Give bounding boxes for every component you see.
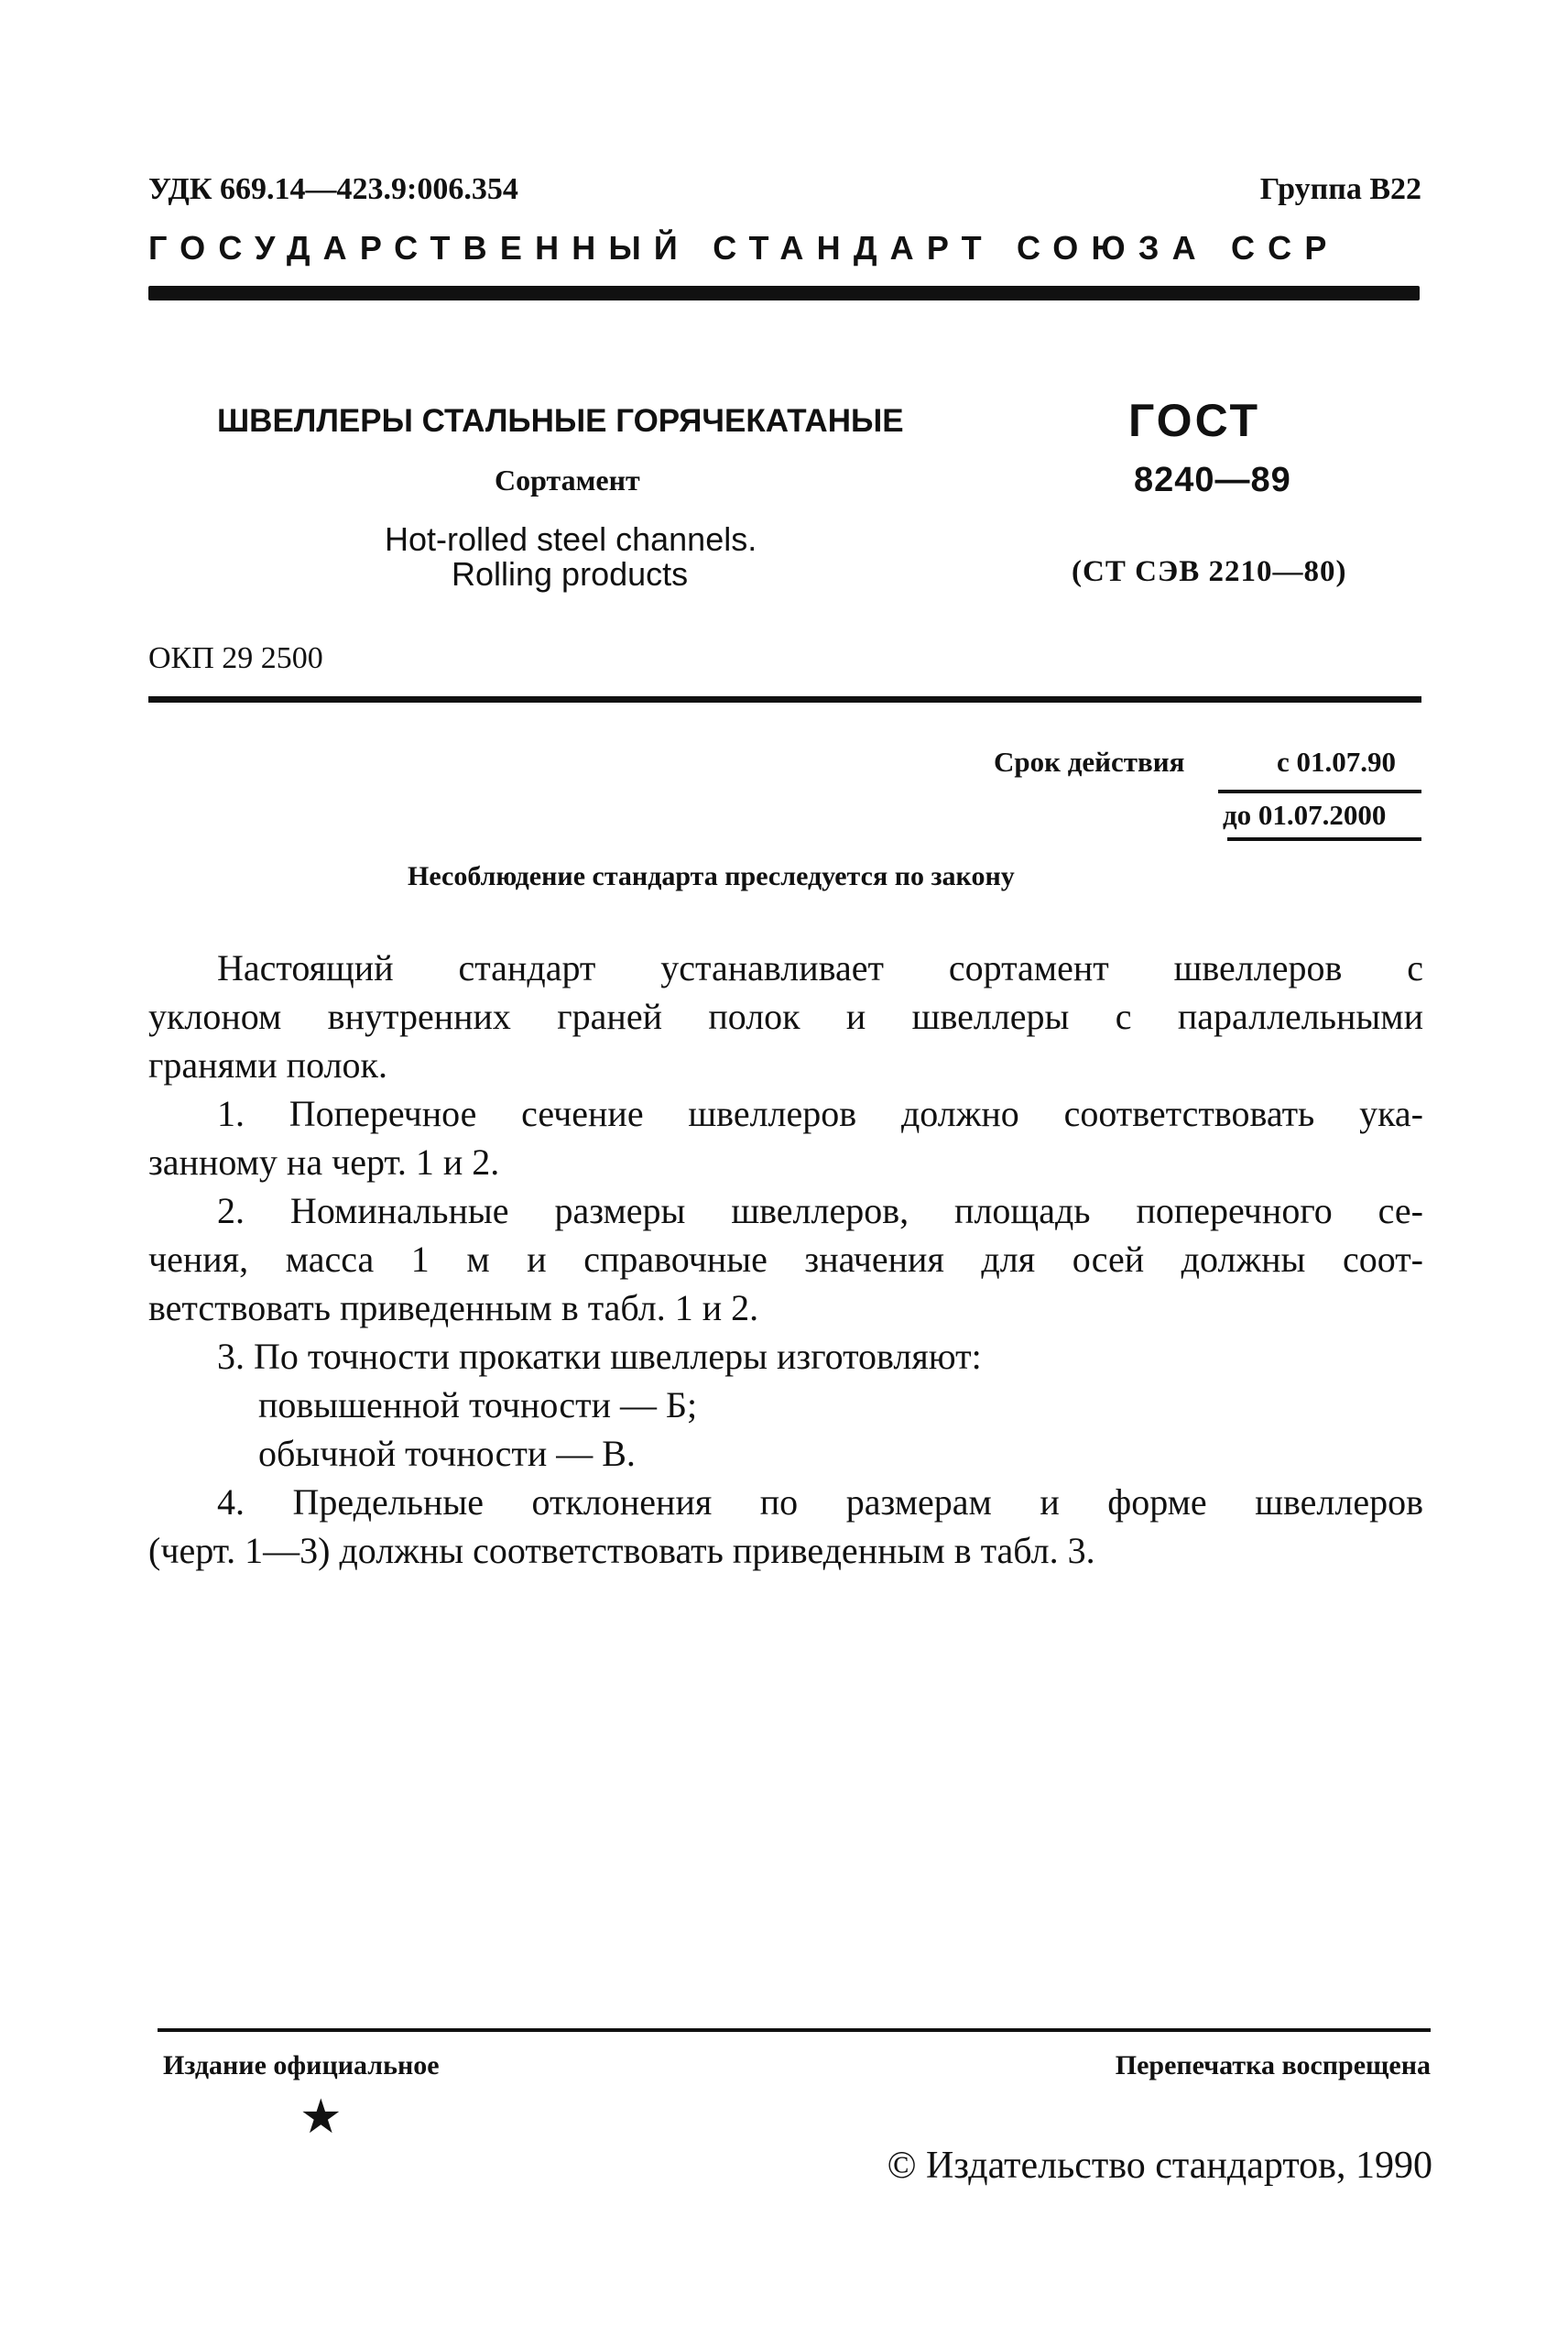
clause-3-option: повышенной точности — Б; (258, 1384, 698, 1425)
footer-rule (158, 2028, 1431, 2032)
header-rule (148, 286, 1420, 300)
clause-4-line: 4. Предельные отклонения по размерам и форме швеллеров (217, 1481, 1423, 1523)
intro-line: гранями полок. (148, 1044, 387, 1086)
cmea-reference: (СТ СЭВ 2210—80) (1072, 555, 1347, 588)
validity-from: с 01.07.90 (1277, 746, 1397, 778)
legal-notice: Несоблюдение стандарта преследуется по закону (408, 861, 1015, 891)
gost-label: ГОСТ (1128, 395, 1260, 446)
clause-1-line: 1. Поперечное сечение швеллеров должно соответствовать ука- (217, 1093, 1423, 1134)
state-standard-heading: ГОСУДАРСТВЕННЫЙ СТАНДАРТ СОЮЗА ССР (148, 229, 1340, 267)
validity-rule-bottom (1227, 837, 1421, 841)
group-code: Группа В22 (1259, 172, 1421, 206)
official-edition-label: Издание официальное (163, 2050, 440, 2080)
clause-2-line: ветствовать приведенным в табл. 1 и 2. (148, 1287, 759, 1328)
clause-2-line: 2. Номинальные размеры швеллеров, площадь поперечного се- (217, 1190, 1423, 1231)
intro-line: Настоящий стандарт устанавливает сортамент швеллеров с (217, 947, 1423, 988)
standard-subtitle: Сортамент (495, 464, 640, 497)
validity-label: Срок действия (994, 746, 1185, 778)
clause-3-option: обычной точности — В. (258, 1433, 636, 1474)
english-title-line1: Hot-rolled steel channels. (385, 520, 757, 558)
star-icon: ★ (299, 2091, 343, 2144)
gost-number: 8240—89 (1134, 461, 1291, 499)
clause-1-line: занному на черт. 1 и 2. (148, 1141, 500, 1183)
standard-body (148, 944, 1423, 1575)
udk-code: УДК 669.14—423.9:006.354 (148, 172, 518, 206)
clause-2-line: чения, масса 1 м и справочные значения для осей должны соот- (148, 1239, 1423, 1280)
clause-3-line: 3. По точности прокатки швеллеры изготовляют: (217, 1336, 982, 1377)
intro-line: уклоном внутренних граней полок и швеллеры с параллельными (148, 996, 1423, 1037)
validity-rule-top (1218, 790, 1421, 793)
title-rule (148, 696, 1421, 703)
reprint-prohibited-label: Перепечатка воспрещена (1115, 2050, 1431, 2080)
standard-title: ШВЕЛЛЕРЫ СТАЛЬНЫЕ ГОРЯЧЕКАТАНЫЕ (217, 403, 904, 439)
publisher-copyright: © Издательство стандартов, 1990 (887, 2145, 1432, 2187)
english-title-line2: Rolling products (452, 555, 689, 593)
validity-to: до 01.07.2000 (1223, 799, 1387, 831)
okp-code: ОКП 29 2500 (148, 641, 323, 675)
clause-4-line: (черт. 1—3) должны соответствовать приведенным в табл. 3. (148, 1530, 1095, 1571)
